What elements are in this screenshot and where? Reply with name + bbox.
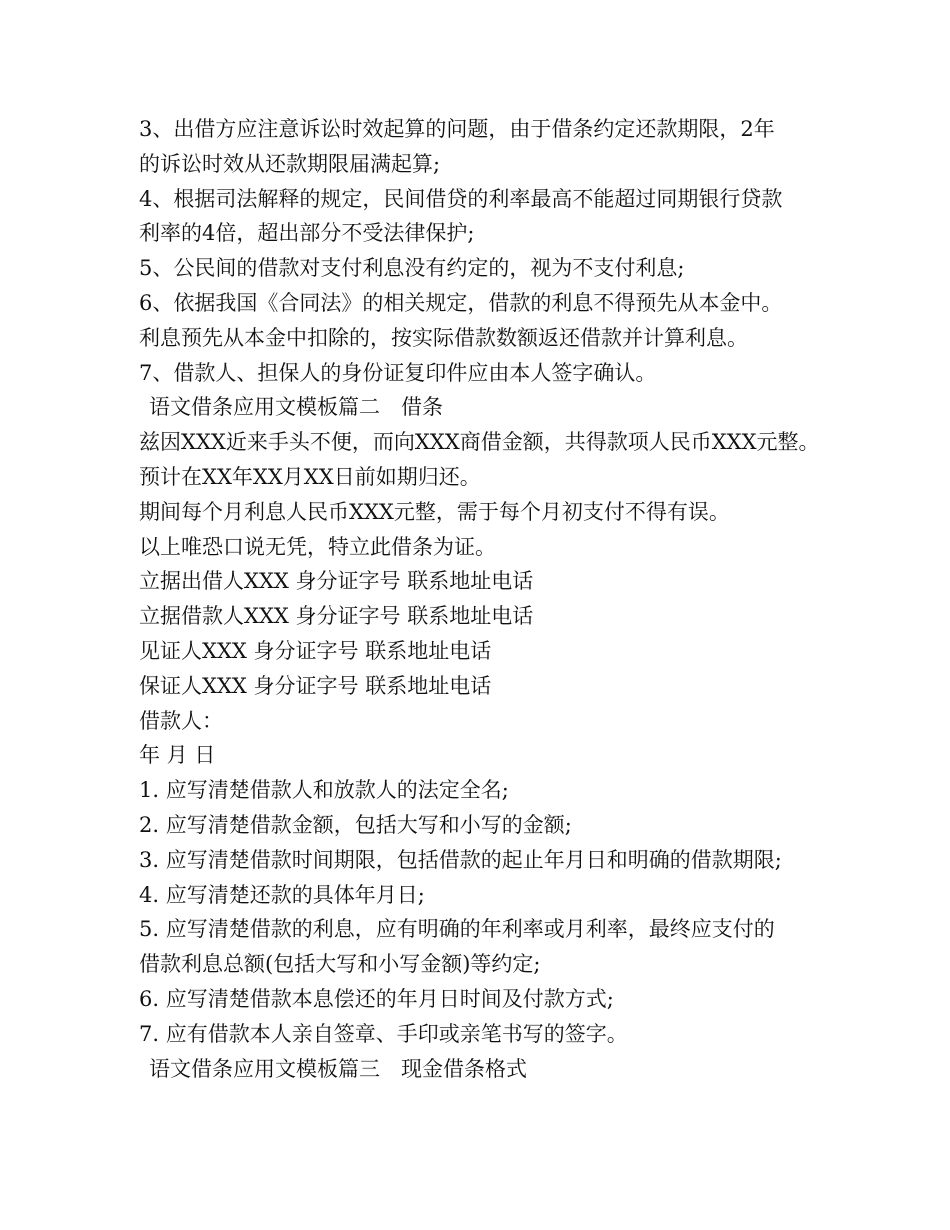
text-line: 6、依据我国《合同法》的相关规定，借款的利息不得预先从本金中。 [139,290,783,315]
text-line: 兹因XXX近来手头不便，而向XXX商借金额，共得款项人民币XXX元整。 [139,430,820,455]
text-line: 预计在XX年XX月XX日前如期归还。 [139,464,481,489]
text-line: 利率的4倍，超出部分不受法律保护; [139,221,475,246]
text-line: 5. 应写清楚借款的利息，应有明确的年利率或月利率，最终应支付的 [139,917,775,942]
text-line: 利息预先从本金中扣除的，按实际借款数额返还借款并计算利息。 [139,325,748,350]
text-line: 5、公民间的借款对支付利息没有约定的，视为不支付利息; [139,256,685,281]
text-line: 4. 应写清楚还款的具体年月日; [139,882,425,907]
text-line: 4、根据司法解释的规定，民间借贷的利率最高不能超过同期银行贷款 [139,186,783,211]
text-line: 7. 应有借款本人亲自签章、手印或亲笔书写的签字。 [139,1021,628,1046]
document-body [139,112,839,1086]
text-line: 借款人： [139,708,223,733]
section-heading: 语文借条应用文模板篇二 借条 [149,395,443,420]
text-line: 的诉讼时效从还款期限届满起算; [139,151,441,176]
text-line: 借款利息总额(包括大写和小写金额)等约定; [139,952,541,977]
text-line: 立据出借人XXX 身分证字号 联系地址电话 [139,569,534,594]
text-line: 立据借款人XXX 身分证字号 联系地址电话 [139,604,534,629]
text-line: 期间每个月利息人民币XXX元整，需于每个月初支付不得有误。 [139,499,730,524]
section-heading: 语文借条应用文模板篇三 现金借条格式 [149,1056,527,1081]
text-line: 保证人XXX 身分证字号 联系地址电话 [139,673,492,698]
text-line: 以上唯恐口说无凭，特立此借条为证。 [139,534,496,559]
text-line: 3. 应写清楚借款时间期限，包括借款的起止年月日和明确的借款期限; [139,847,782,872]
text-line: 见证人XXX 身分证字号 联系地址电话 [139,638,492,663]
text-line: 1. 应写清楚借款人和放款人的法定全名; [139,778,509,803]
text-line: 年 月 日 [139,743,216,768]
text-line: 7、借款人、担保人的身份证复印件应由本人签字确认。 [139,360,657,385]
text-line: 6. 应写清楚借款本息偿还的年月日时间及付款方式; [139,986,614,1011]
text-line: 2. 应写清楚借款金额，包括大写和小写的金额; [139,812,572,837]
text-line: 3、出借方应注意诉讼时效起算的问题，由于借条约定还款期限，2年 [139,117,775,141]
